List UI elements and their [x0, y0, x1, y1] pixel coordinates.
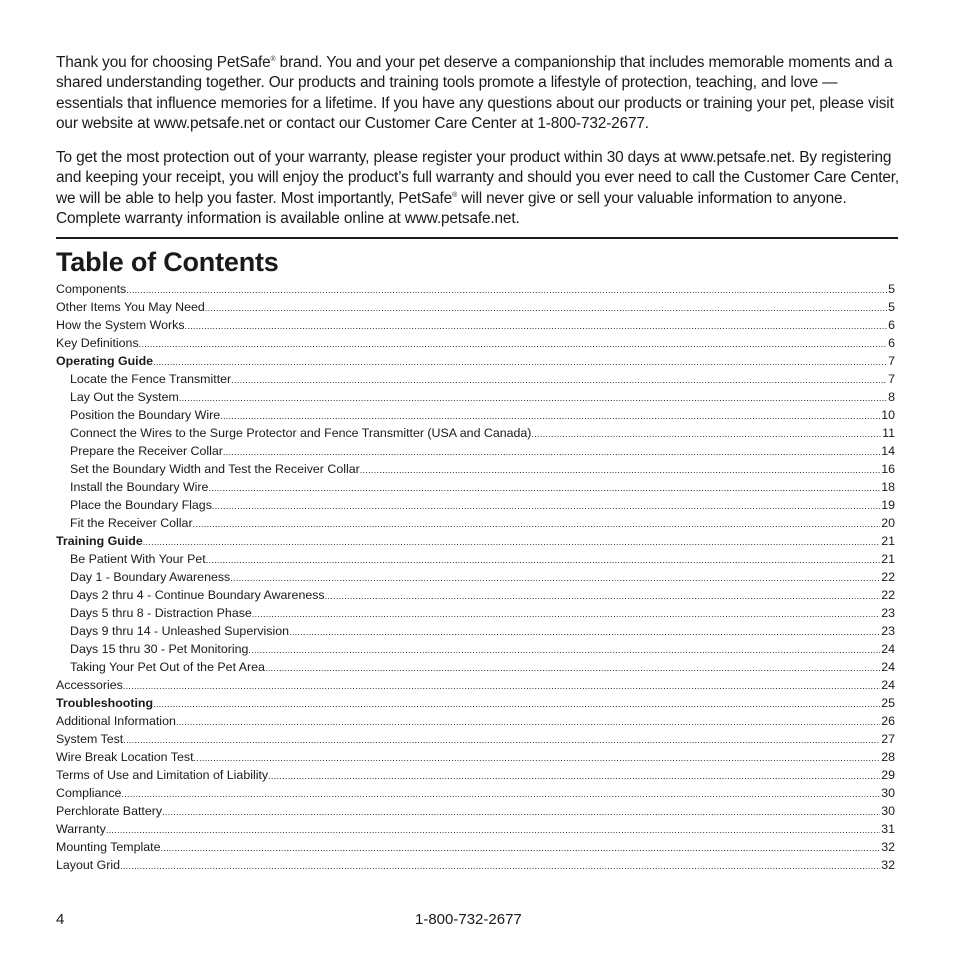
toc-entry-page: 24 [881, 660, 895, 674]
toc-entry-page: 22 [881, 588, 895, 602]
section-divider [56, 237, 898, 239]
toc-entry-page: 26 [881, 714, 895, 728]
registered-mark: ® [270, 56, 276, 63]
toc-entry-page: 19 [881, 498, 895, 512]
toc-entry-page: 7 [888, 372, 895, 386]
toc-leader-dots [223, 443, 880, 460]
toc-entry [56, 460, 895, 478]
toc-entry-page: 7 [888, 354, 895, 368]
toc-entry-label: Days 5 thru 8 - Distraction Phase [70, 606, 252, 620]
toc-leader-dots [143, 533, 880, 550]
toc-leader-dots [325, 587, 881, 604]
toc-entry-page: 21 [881, 534, 895, 548]
toc-entry-label: System Test [56, 732, 124, 746]
toc-leader-dots [121, 785, 880, 802]
toc-entry [56, 730, 895, 748]
toc-entry-label: Set the Boundary Width and Test the Receiver Collar [70, 462, 360, 476]
toc-entry [56, 478, 895, 496]
toc-entry [56, 496, 895, 514]
toc-entry [56, 712, 895, 730]
toc-entry-label: Operating Guide [56, 354, 154, 368]
toc-entry-label: Wire Break Location Test [56, 750, 194, 764]
toc-leader-dots [162, 803, 880, 820]
toc-entry [56, 406, 895, 424]
toc-entry [56, 766, 895, 784]
toc-entry [56, 370, 895, 388]
toc-entry-label: Components [56, 282, 127, 296]
toc-entry-label: Fit the Receiver Collar [70, 516, 193, 530]
toc-entry-label: Additional Information [56, 714, 176, 728]
toc-entry-page: 5 [888, 300, 895, 314]
toc-leader-dots [194, 749, 881, 766]
toc-entry-page: 6 [888, 318, 895, 332]
toc-entry [56, 784, 895, 802]
toc-entry-page: 5 [888, 282, 895, 296]
toc-entry [56, 640, 895, 658]
toc-entry [56, 352, 895, 370]
toc-entry-label: Days 2 thru 4 - Continue Boundary Awareness [70, 588, 325, 602]
toc-leader-dots [123, 731, 880, 748]
toc-leader-dots [160, 839, 880, 856]
toc-entry [56, 316, 895, 334]
toc-entry-label: Days 15 thru 30 - Pet Monitoring [70, 642, 249, 656]
toc-entry-page: 24 [881, 678, 895, 692]
toc-entry-page: 18 [881, 480, 895, 494]
footer-page-number: 4 [56, 911, 65, 928]
toc-entry-label: Lay Out the System [70, 390, 179, 404]
toc-leader-dots [205, 299, 887, 316]
footer-phone: 1-800-732-2677 [415, 911, 522, 928]
toc-entry [56, 550, 895, 568]
toc-entry [56, 658, 895, 676]
toc-leader-dots [208, 479, 880, 496]
toc-entry-label: Locate the Fence Transmitter [70, 372, 232, 386]
toc-leader-dots [139, 335, 887, 352]
toc-leader-dots [230, 569, 880, 586]
toc-entry-page: 23 [881, 606, 895, 620]
toc-leader-dots [360, 461, 880, 478]
toc-entry [56, 820, 895, 838]
toc-entry-page: 10 [881, 408, 895, 422]
toc-entry-page: 23 [881, 624, 895, 638]
toc-entry-label: Taking Your Pet Out of the Pet Area [70, 660, 265, 674]
toc-entry-page: 29 [881, 768, 895, 782]
toc-entry-label: Be Patient With Your Pet [70, 552, 206, 566]
toc-leader-dots [268, 767, 880, 784]
toc-entry-page: 20 [881, 516, 895, 530]
intro-p2-end: will never give or sell your valuable information to anyone. Complete warranty information is available online at www.petsafe.net. [56, 189, 847, 228]
toc-entry [56, 334, 895, 352]
toc-entry-page: 30 [881, 804, 895, 818]
toc-entry-page: 16 [881, 462, 895, 476]
toc-leader-dots [153, 353, 887, 370]
toc-leader-dots [193, 515, 881, 532]
toc-leader-dots [123, 677, 880, 694]
toc-entry-label: Place the Boundary Flags [70, 498, 212, 512]
toc-entry-label: How the System Works [56, 318, 185, 332]
toc-entry-page: 28 [881, 750, 895, 764]
toc-entry-label: Warranty [56, 822, 106, 836]
toc-entry-label: Install the Boundary Wire [70, 480, 209, 494]
toc-entry [56, 748, 895, 766]
toc-leader-dots [220, 407, 880, 424]
intro-p1-end: brand. You and your pet deserve a companionship that includes memorable moments and a shared understanding together. Our products and training tools promote a lifestyle of protection, teaching, and love — essentials that influence memories for a lifetime. If you have any questions about our products or training your pet, please visit our website at www.petsafe.net or contact our Customer Care Center at 1-800-732-2677. [56, 54, 894, 132]
toc-entry [56, 568, 895, 586]
toc-entry-label: Layout Grid [56, 858, 121, 872]
toc-entry [56, 424, 895, 442]
toc-entry-label: Troubleshooting [56, 696, 154, 710]
intro-p2-start: To get the most protection out of your warranty, please register your product within 30 days at www.petsafe.net. By registering and keeping your receipt, you will enjoy the product’s full warranty and should you ever need to call the Customer Care Center, we will be able to help you faster. Most importantly, PetSafe [56, 149, 900, 207]
toc-entry-page: 21 [881, 552, 895, 566]
toc-entry [56, 856, 895, 874]
toc-leader-dots [265, 659, 880, 676]
toc-entry-label: Perchlorate Battery [56, 804, 163, 818]
toc-entry [56, 604, 895, 622]
toc-leader-dots [531, 425, 881, 442]
toc-leader-dots [120, 857, 880, 874]
toc-entry-page: 25 [881, 696, 895, 710]
toc-entry [56, 388, 895, 406]
toc-leader-dots [126, 281, 887, 298]
toc-entry-page: 32 [881, 840, 895, 854]
toc-entry-page: 14 [881, 444, 895, 458]
toc-entry [56, 514, 895, 532]
intro-paragraph-1 [56, 53, 902, 134]
toc-title: Table of Contents [56, 247, 279, 277]
intro-paragraph-2 [56, 148, 902, 229]
toc-entry [56, 280, 895, 298]
toc-leader-dots [176, 713, 880, 730]
toc-entry-page: 31 [881, 822, 895, 836]
toc-entry-page: 6 [888, 336, 895, 350]
toc-entry-page: 30 [881, 786, 895, 800]
toc-leader-dots [231, 371, 887, 388]
toc-entry-label: Position the Boundary Wire [70, 408, 221, 422]
toc-leader-dots [248, 641, 880, 658]
toc-entry-label: Prepare the Receiver Collar [70, 444, 223, 458]
intro-p1-start: Thank you for choosing PetSafe [56, 54, 271, 71]
toc-leader-dots [289, 623, 880, 640]
toc-entry-label: Days 9 thru 14 - Unleashed Supervision [70, 624, 290, 638]
toc-leader-dots [206, 551, 881, 568]
toc-entry-page: 11 [882, 426, 895, 440]
toc-entry-page: 22 [881, 570, 895, 584]
toc-entry [56, 838, 895, 856]
toc-entry [56, 622, 895, 640]
toc-entry-page: 32 [881, 858, 895, 872]
toc-entry-label: Training Guide [56, 534, 143, 548]
toc-entry [56, 802, 895, 820]
toc-entry-label: Mounting Template [56, 840, 161, 854]
toc-list [56, 280, 895, 874]
toc-entry-label: Other Items You May Need [56, 300, 205, 314]
toc-leader-dots [212, 497, 880, 514]
registered-mark: ® [452, 191, 458, 199]
toc-entry-label: Day 1 - Boundary Awareness [70, 570, 231, 584]
toc-entry-label: Terms of Use and Limitation of Liability [56, 768, 269, 782]
toc-entry [56, 298, 895, 316]
toc-entry-label: Key Definitions [56, 336, 139, 350]
toc-entry [56, 442, 895, 460]
toc-entry-label: Connect the Wires to the Surge Protector and Fence Transmitter (USA and Canada) [70, 426, 532, 440]
toc-entry [56, 694, 895, 712]
intro-text [56, 53, 902, 243]
toc-entry-page: 27 [881, 732, 895, 746]
toc-leader-dots [185, 317, 888, 334]
toc-leader-dots [153, 695, 880, 712]
toc-entry-page: 8 [888, 390, 895, 404]
toc-leader-dots [106, 821, 880, 838]
toc-leader-dots [252, 605, 880, 622]
toc-entry [56, 586, 895, 604]
toc-entry [56, 676, 895, 694]
toc-entry-label: Compliance [56, 786, 122, 800]
toc-entry-label: Accessories [56, 678, 123, 692]
toc-entry-page: 24 [881, 642, 895, 656]
toc-leader-dots [179, 389, 887, 406]
toc-entry [56, 532, 895, 550]
